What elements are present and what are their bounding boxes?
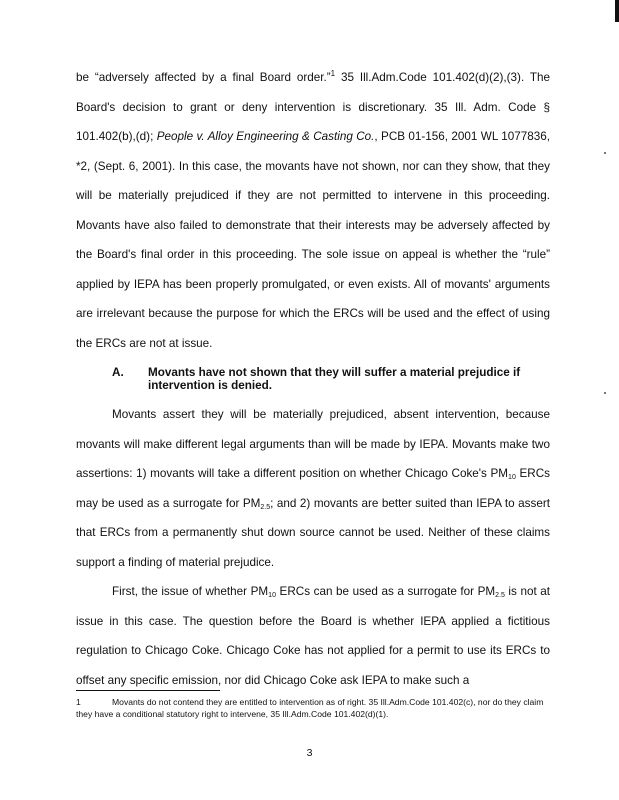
paragraph-2-text-c: ; and 2) movants are better suited than IEPA to assert that ERCs from a permanently shut down source cannot be used. Neither of these claims support a finding of material prejudice. [76,496,550,569]
case-citation: People v. Alloy Engineering & Casting Co. [156,130,375,143]
footnote-divider [76,690,220,691]
section-letter: A. [112,366,124,379]
footnote-reference: 1 [330,69,336,78]
page-number: 3 [306,747,313,759]
paragraph-2 [76,400,550,577]
paragraph-1-text-a: be “adversely affected by a final Board order.” [76,71,331,84]
paragraph-3 [76,577,550,695]
subscript-pm25: 2.5 [495,592,505,599]
scan-edge-mark [615,0,619,22]
paragraph-2-text-b: ERCs may be used as a surrogate for PM [76,467,550,510]
paragraph-3-text-c: is not at issue in this case. The question before the Board is whether IEPA applied a fictitious regulation to Chicago Coke. Chicago Coke has not applied for a permit to use its ERCs to offset any specific emission, nor did Chicago Coke ask IEPA to make such a [76,585,550,687]
scan-speck [604,152,606,154]
scan-speck [604,392,606,394]
paragraph-3-text-a: First, the issue of whether PM [112,585,269,598]
body-text [76,63,550,695]
subscript-pm25: 2.5 [260,503,271,511]
footnote-text: Movants do not contend they are entitled to intervention as of right. 35 Ill.Adm.Code 101.402(c), nor do they claim they have a conditional statutory right to intervene, 35 Ill.Adm.Code 101.402(d)(1). [76,697,544,719]
footnote [76,696,550,720]
subscript-pm10: 10 [268,592,276,599]
paragraph-2-text-a: Movants assert they will be materially prejudiced, absent intervention, because movants will make different legal arguments than will be made by IEPA. Movants make two assertions: 1) movants will take a different position on whether Chicago Coke's PM [76,408,550,480]
paragraph-1-text-b: 35 Ill.Adm.Code 101.402(d)(2),(3). The Board's decision to grant or deny intervention is discretionary. 35 Ill. Adm. Code § 101.402(b),(d); [76,71,550,143]
subscript-pm10: 10 [508,474,516,481]
paragraph-3-text-b: ERCs can be used as a surrogate for PM [275,585,496,598]
paragraph-1 [76,63,550,358]
paragraph-1-text-c: , PCB 01-156, 2001 WL 1077836, *2, (Sept. 6, 2001). In this case, the movants have not shown, nor can they show, that they will be materially prejudiced if they are not permitted to intervene in this proceeding. Movants have also failed to demonstrate that their interests may be adversely affected by the Board's final order in this proceeding. The sole issue on appeal is whether the “rule” applied by IEPA has been properly promulgated, or even exists. All of movants' arguments are irrelevant because the purpose for which the ERCs will be used and the effect of using the ERCs are not at issue. [76,130,551,350]
section-heading-text: Movants have not shown that they will suffer a material prejudice if intervention is denied. [148,366,521,392]
footnote-mark: 1 [76,697,81,707]
section-heading [76,358,550,400]
